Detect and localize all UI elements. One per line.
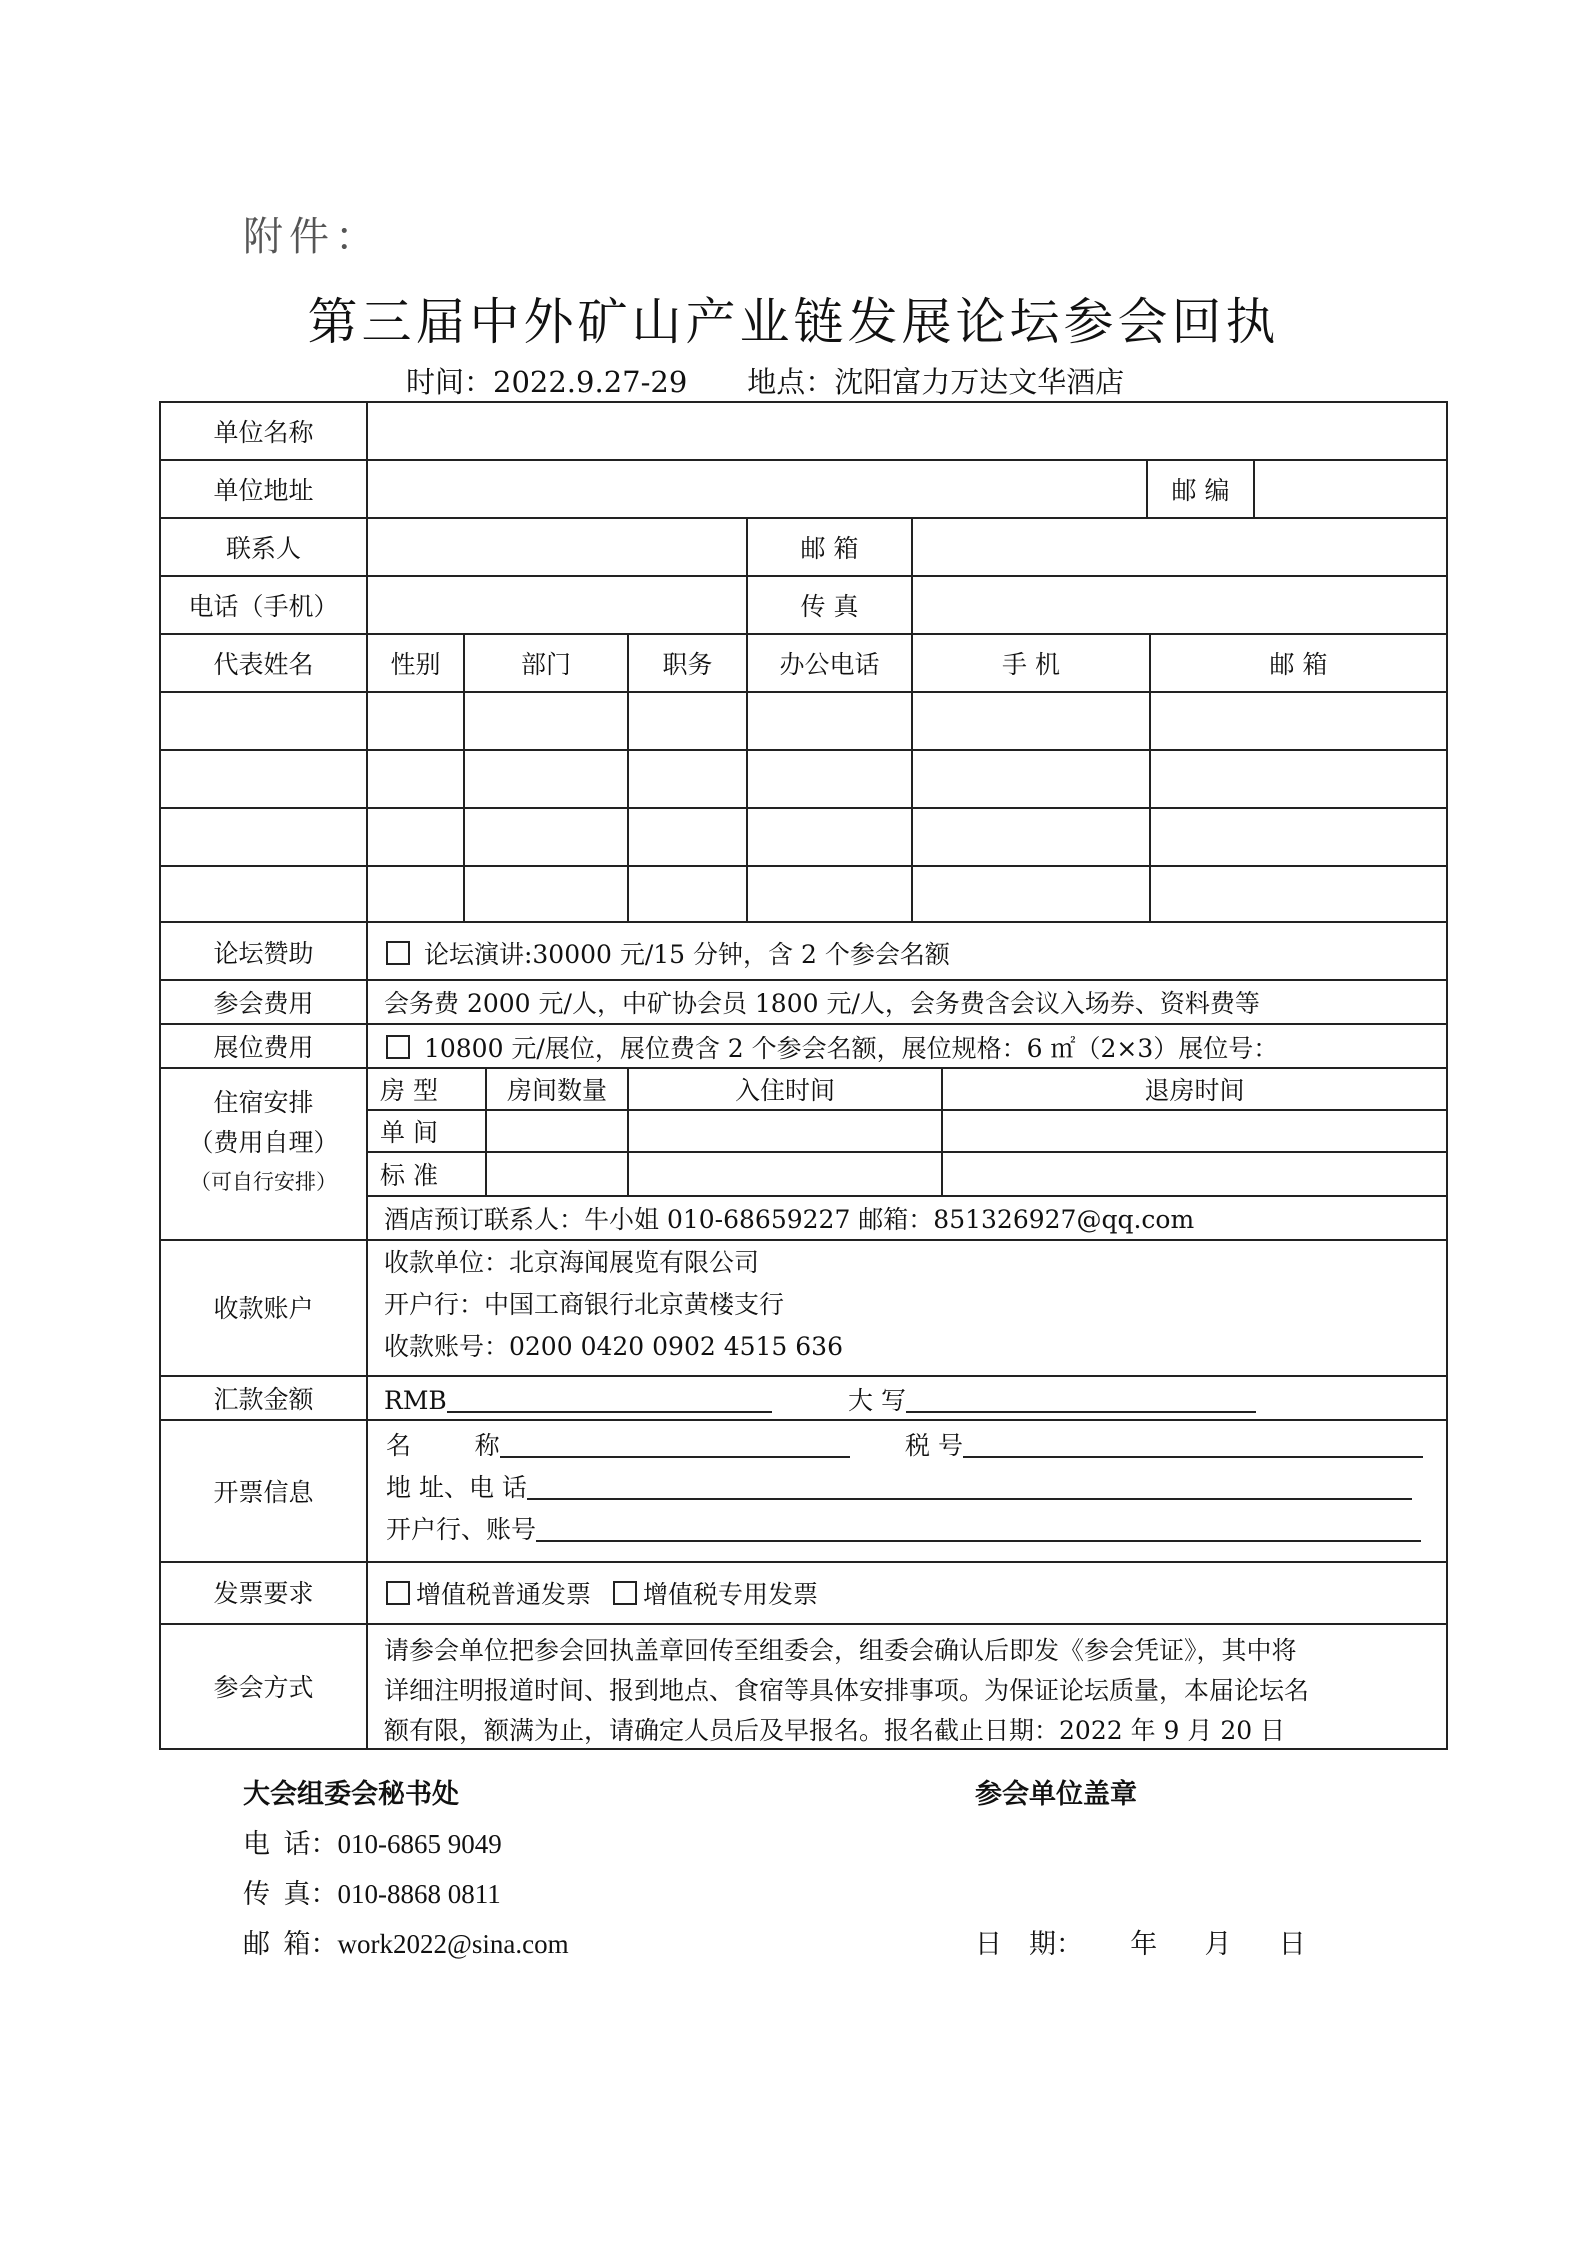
label-fax: 传 真	[800, 592, 859, 621]
rep-header-mobile: 手 机	[1002, 650, 1060, 679]
invoice-normal-label: 增值税普通发票	[416, 1580, 592, 1609]
invoice-special-checkbox[interactable]	[613, 1581, 637, 1605]
rep-header-gender: 性别	[390, 650, 441, 679]
organizer-email: 邮 箱：work2022@sina.com	[243, 1929, 569, 1959]
rep-header-office-phone: 办公电话	[779, 650, 880, 679]
invoice-name-row[interactable]	[386, 1432, 850, 1458]
form-title: 第三届中外矿山产业链发展论坛参会回执	[307, 293, 1280, 351]
invoice-normal-checkbox[interactable]	[386, 1581, 410, 1605]
invoice-addr-field[interactable]	[527, 1474, 1412, 1500]
label-lodging-optional: （可自行安排）	[190, 1170, 337, 1194]
room-type-standard: 标 准	[380, 1161, 438, 1190]
rep-header-title: 职务	[662, 650, 713, 679]
booth-text: 10800 元/展位，展位费含 2 个参会名额，展位规格：6 ㎡（2×3）展位号：	[423, 1034, 1279, 1063]
booth-checkbox[interactable]	[386, 1035, 410, 1059]
room-type-single: 单 间	[380, 1118, 438, 1147]
event-time: 时间：2022.9.27-29	[406, 365, 688, 399]
room-header-checkout: 退房时间	[1144, 1076, 1245, 1105]
seal-label: 参会单位盖章	[975, 1779, 1137, 1809]
label-amount: 汇款金额	[213, 1385, 314, 1414]
method-line-2: 详细注明报道时间、报到地点、食宿等具体安排事项。为保证论坛质量，本届论坛名	[384, 1676, 1310, 1705]
amount-rmb-label: RMB	[384, 1386, 447, 1415]
account-bank: 开户行：中国工商银行北京黄楼支行	[384, 1290, 785, 1319]
method-line-1: 请参会单位把参会回执盖章回传至组委会，组委会确认后即发《参会凭证》，其中将	[384, 1636, 1297, 1665]
fee-text: 会务费 2000 元/人，中矿协会员 1800 元/人，会务费含会议入场券、资料费等	[384, 989, 1260, 1018]
amount-rmb-field[interactable]	[447, 1387, 772, 1413]
invoice-tax-row[interactable]	[905, 1432, 1423, 1458]
invoice-options	[386, 1581, 818, 1607]
sponsor-text: 论坛演讲:30000 元/15 分钟，含 2 个参会名额	[423, 940, 950, 969]
label-invoice-info: 开票信息	[213, 1478, 314, 1507]
label-phone: 电话（手机）	[188, 592, 339, 621]
seal-date: 日 期： 年 月 日	[975, 1929, 1306, 1959]
account-payee: 收款单位：北京海闻展览有限公司	[384, 1248, 760, 1277]
sponsor-option[interactable]	[386, 941, 950, 967]
label-account: 收款账户	[213, 1294, 314, 1323]
rep-header-dept: 部门	[520, 650, 571, 679]
invoice-addr-row[interactable]	[386, 1474, 1412, 1500]
label-unit-address: 单位地址	[213, 476, 314, 505]
invoice-name-field[interactable]	[500, 1432, 850, 1458]
invoice-bank-field[interactable]	[536, 1516, 1421, 1542]
organizer-phone: 电 话：010-6865 9049	[243, 1829, 502, 1859]
amount-capital-label: 大 写	[848, 1386, 906, 1415]
label-invoice-req: 发票要求	[213, 1579, 314, 1608]
label-lodging-note: （费用自理）	[188, 1128, 339, 1157]
attachment-label: 附件：	[243, 214, 381, 260]
label-booth: 展位费用	[213, 1033, 314, 1062]
label-unit-name: 单位名称	[213, 418, 314, 447]
event-location: 地点：沈阳富力万达文华酒店	[747, 365, 1125, 399]
organizer-fax: 传 真：010-8868 0811	[243, 1879, 501, 1909]
invoice-tax-field[interactable]	[963, 1432, 1423, 1458]
label-fee: 参会费用	[213, 989, 314, 1018]
label-sponsor: 论坛赞助	[213, 939, 314, 968]
amount-capital-field[interactable]	[906, 1387, 1256, 1413]
invoice-tax-label: 税 号	[905, 1431, 963, 1460]
booth-option[interactable]	[386, 1035, 1278, 1061]
organizer-office: 大会组委会秘书处	[243, 1779, 459, 1809]
invoice-bank-label: 开户行、账号	[386, 1515, 537, 1544]
invoice-bank-row[interactable]	[386, 1516, 1421, 1542]
hotel-contact: 酒店预订联系人：牛小姐 010-68659227 邮箱：851326927@qq.com	[384, 1205, 1195, 1234]
invoice-special-label: 增值税专用发票	[642, 1580, 818, 1609]
label-method: 参会方式	[213, 1673, 314, 1702]
label-contact: 联系人	[225, 534, 301, 563]
room-header-type: 房 型	[380, 1076, 438, 1105]
label-lodging: 住宿安排	[213, 1088, 314, 1117]
rep-header-email: 邮 箱	[1269, 650, 1328, 679]
method-line-3: 额有限，额满为止，请确定人员后及早报名。报名截止日期：2022 年 9 月 20 日	[384, 1716, 1286, 1745]
label-postcode: 邮 编	[1171, 476, 1230, 505]
invoice-addr-label: 地 址、电 话	[386, 1473, 527, 1502]
room-header-count: 房间数量	[506, 1076, 607, 1105]
account-number: 收款账号：0200 0420 0902 4515 636	[384, 1332, 843, 1361]
sponsor-checkbox[interactable]	[386, 941, 410, 965]
rep-header-name: 代表姓名	[213, 650, 314, 679]
amount-capital[interactable]	[848, 1387, 1256, 1413]
room-header-checkin: 入住时间	[734, 1076, 835, 1105]
amount-rmb[interactable]	[384, 1387, 772, 1413]
label-email: 邮 箱	[800, 534, 859, 563]
invoice-name-label: 名 称	[386, 1431, 500, 1460]
